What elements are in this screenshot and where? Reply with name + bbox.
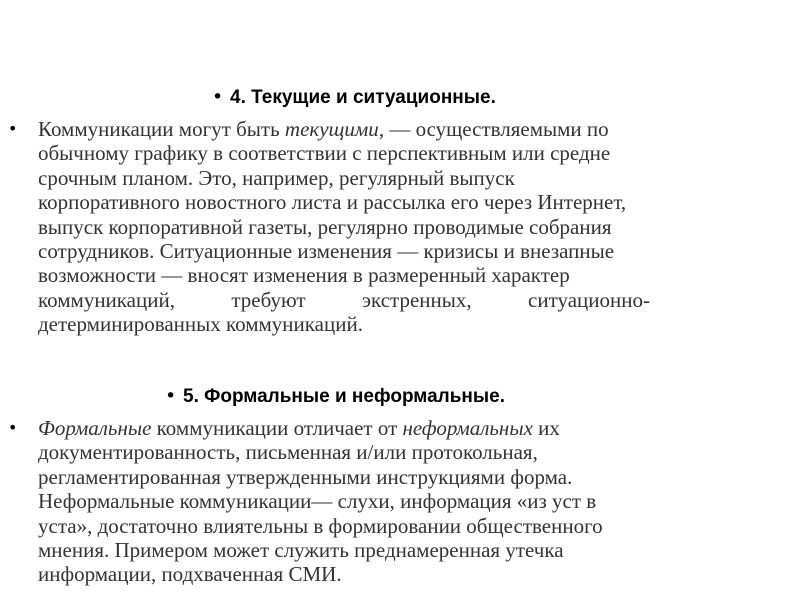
text-line: сотрудников. Ситуационные изменения — кризисы и внезапные: [38, 239, 615, 264]
section-heading-current-situational: [212, 86, 496, 109]
text-line: мнения. Примером может служить преднамеренная утечка: [38, 538, 564, 563]
paragraph-current-situational: [38, 117, 778, 337]
text-line: обычному графику в соответствии с перспективным или средне: [38, 141, 611, 166]
section-heading-formal-informal: [165, 385, 505, 408]
paragraph-formal-informal: [38, 416, 778, 587]
text-line: детерминированных коммуникаций.: [38, 312, 363, 337]
text-span: Коммуникации могут быть: [38, 117, 285, 141]
text-span: их: [532, 416, 560, 440]
heading-text: 4. Текущие и ситуационные.: [230, 87, 496, 108]
heading-bullet: •: [212, 86, 224, 108]
heading-text: 5. Формальные и неформальные.: [183, 386, 505, 407]
paragraph-bullet: •: [8, 418, 18, 437]
text-line: коммуникаций, требуют экстренных, ситуационно-: [38, 287, 650, 312]
text-line: [38, 416, 778, 440]
text-line: [38, 117, 778, 141]
text-span: , — осуществляемыми по: [378, 117, 609, 141]
italic-term: текущими: [284, 117, 379, 141]
text-line: документированность, письменная и/или протокольная,: [38, 440, 538, 465]
text-line: информации, подхваченная СМИ.: [38, 562, 342, 587]
italic-term: Формальные: [38, 416, 152, 440]
text-line: уста», достаточно влиятельны в формировании общественного: [38, 513, 603, 538]
text-line: регламентированная утвержденными инструкциями форма.: [38, 464, 573, 489]
text-line: выпуск корпоративной газеты, регулярно проводимые собрания: [38, 214, 612, 239]
italic-term: неформальных: [402, 416, 533, 440]
text-line: срочным планом. Это, например, регулярный выпуск: [38, 165, 515, 190]
text-line: возможности — вносят изменения в размеренный характер: [38, 263, 570, 288]
text-line: корпоративного новостного листа и рассылка его через Интернет,: [38, 190, 627, 215]
text-line: Неформальные коммуникации— слухи, информация «из уст в: [38, 489, 597, 514]
text-span: коммуникации отличает от: [151, 416, 403, 440]
heading-bullet: •: [165, 385, 177, 407]
paragraph-bullet: •: [8, 119, 18, 138]
